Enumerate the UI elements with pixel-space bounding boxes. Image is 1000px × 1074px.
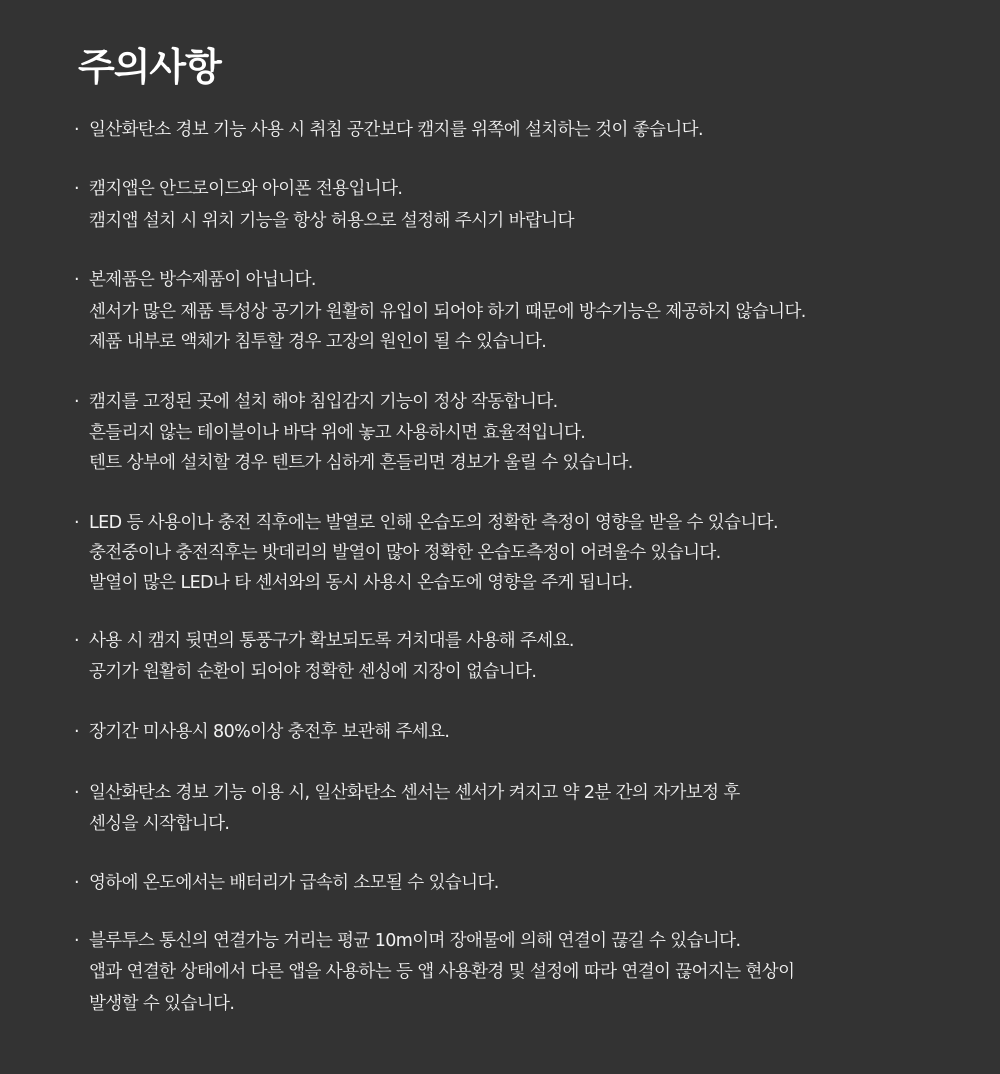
notice-line: 사용 시 캠지 뒷면의 통풍구가 확보되도록 거치대를 사용해 주세요.: [89, 631, 574, 651]
notice-line: 센싱을 시작합니다.: [89, 814, 230, 834]
bullet: ·: [74, 270, 80, 290]
bullet: ·: [74, 722, 80, 742]
notice-line: 센서가 많은 제품 특성상 공기가 원활히 유입이 되어야 하기 때문에 방수기능은 제공하지 않습니다.: [89, 302, 806, 322]
bullet: ·: [74, 931, 80, 951]
notice-line: 블루투스 통신의 연결가능 거리는 평균 10m이며 장애물에 의해 연결이 끊길 수 있습니다.: [89, 931, 741, 951]
bullet: ·: [74, 392, 80, 412]
notice-line: 영하에 온도에서는 배터리가 급속히 소모될 수 있습니다.: [89, 873, 499, 893]
notice-line: 충전중이나 충전직후는 밧데리의 발열이 많아 정확한 온습도측정이 어려울수 있습니다.: [89, 543, 721, 563]
bullet: ·: [74, 120, 80, 140]
bullet: ·: [74, 513, 80, 533]
notice-line: LED 등 사용이나 충전 직후에는 발열로 인해 온습도의 정확한 측정이 영향을 받을 수 있습니다.: [89, 513, 778, 533]
notice-line: 발생할 수 있습니다.: [89, 994, 235, 1014]
notice-line: 흔들리지 않는 테이블이나 바닥 위에 놓고 사용하시면 효율적입니다.: [89, 423, 586, 443]
notice-line: 제품 내부로 액체가 침투할 경우 고장의 원인이 될 수 있습니다.: [89, 332, 547, 352]
notice-line: 발열이 많은 LED나 타 센서와의 동시 사용시 온습도에 영향을 주게 됩니다.: [89, 573, 633, 593]
notice-line: 본제품은 방수제품이 아닙니다.: [89, 270, 316, 290]
notice-line: 공기가 원활히 순환이 되어야 정확한 센싱에 지장이 없습니다.: [89, 662, 537, 682]
notice-line: 캠지를 고정된 곳에 설치 해야 침입감지 기능이 정상 작동합니다.: [89, 392, 558, 412]
notice-line: 캠지앱은 안드로이드와 아이폰 전용입니다.: [89, 179, 403, 199]
notice-line: 캠지앱 설치 시 위치 기능을 항상 허용으로 설정해 주시기 바랍니다: [89, 211, 574, 231]
notice-line: 일산화탄소 경보 기능 사용 시 취침 공간보다 캠지를 위쪽에 설치하는 것이 좋습니다.: [89, 120, 703, 140]
notice-line: 텐트 상부에 설치할 경우 텐트가 심하게 흔들리면 경보가 울릴 수 있습니다.: [89, 453, 633, 473]
notice-line: 앱과 연결한 상태에서 다른 앱을 사용하는 등 앱 사용환경 및 설정에 따라 연결이 끊어지는 현상이: [89, 962, 795, 982]
notice-line: 일산화탄소 경보 기능 이용 시, 일산화탄소 센서는 센서가 켜지고 약 2분 간의 자가보정 후: [89, 783, 740, 803]
bullet: ·: [74, 631, 80, 651]
notice-line: 장기간 미사용시 80%이상 충전후 보관해 주세요.: [89, 722, 450, 742]
bullet: ·: [74, 179, 80, 199]
page-title: 주의사항: [78, 45, 221, 89]
bullet: ·: [74, 783, 80, 803]
bullet: ·: [74, 873, 80, 893]
